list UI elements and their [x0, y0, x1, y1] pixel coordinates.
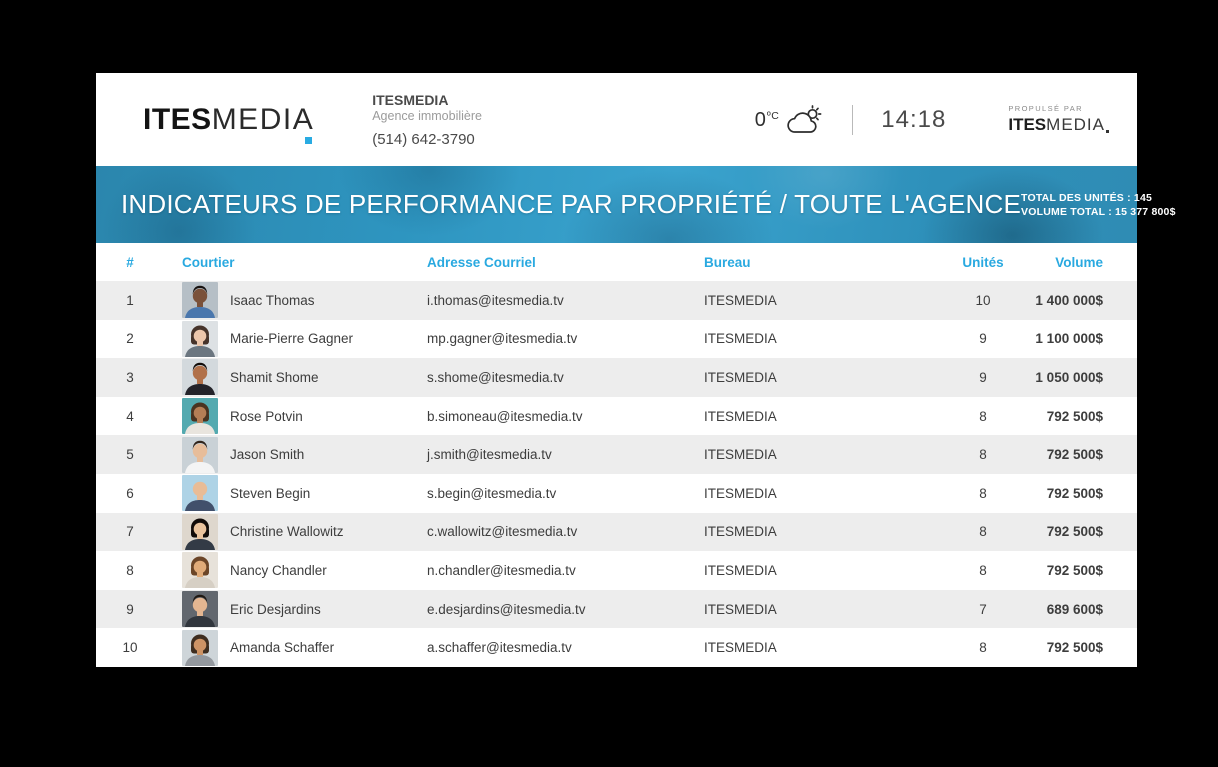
agent-units: 8	[979, 485, 987, 501]
rank-cell: 3	[126, 369, 134, 385]
table-row	[96, 358, 1137, 397]
agent-photo	[164, 321, 230, 357]
powered-logo-dot	[1106, 130, 1109, 133]
agent-volume: 689 600$	[1046, 601, 1103, 617]
rank-cell: 8	[126, 562, 134, 578]
header-divider	[852, 105, 853, 135]
agent-name: Isaac Thomas	[230, 292, 315, 308]
logo-text-light: MEDIA	[211, 102, 315, 136]
agent-email: j.smith@itesmedia.tv	[427, 447, 552, 463]
dashboard-card	[96, 73, 1176, 667]
agent-email: b.simoneau@itesmedia.tv	[427, 408, 583, 424]
agent-photo	[164, 398, 230, 434]
table-body	[96, 281, 1137, 667]
rank-cell: 10	[122, 640, 138, 656]
table-row	[96, 513, 1137, 552]
agent-office: ITESMEDIA	[704, 292, 777, 308]
rank-cell: 5	[126, 447, 134, 463]
temperature-unit: ºC	[766, 109, 780, 122]
agent-volume: 1 400 000$	[1035, 292, 1103, 308]
rank-cell: 7	[126, 524, 134, 540]
column-header-volume: Volume	[1055, 254, 1103, 270]
logo-square-dot	[305, 137, 312, 144]
rank-cell: 4	[126, 408, 134, 424]
title-banner	[96, 166, 1176, 243]
agent-office: ITESMEDIA	[704, 601, 777, 617]
table-row	[96, 628, 1137, 667]
agent-email: n.chandler@itesmedia.tv	[427, 562, 576, 578]
agent-photo	[164, 282, 230, 318]
agent-volume: 792 500$	[1046, 447, 1103, 463]
powered-logo-light: MEDIA	[1046, 115, 1105, 134]
agent-office: ITESMEDIA	[704, 447, 777, 463]
table-row	[96, 397, 1137, 436]
agent-email: mp.gagner@itesmedia.tv	[427, 331, 578, 347]
agent-photo	[164, 591, 230, 627]
page-title: INDICATEURS DE PERFORMANCE PAR PROPRIÉTÉ / TOUTE L'AGENCE	[121, 189, 1022, 219]
table-row	[96, 590, 1137, 629]
agent-units: 8	[979, 447, 987, 463]
agent-name: Nancy Chandler	[230, 562, 327, 578]
agent-name: Christine Wallowitz	[230, 524, 344, 540]
column-header-unites: Unités	[962, 254, 1004, 270]
agent-volume: 792 500$	[1046, 485, 1103, 501]
rank-cell: 1	[126, 292, 134, 308]
clock: 14:18	[881, 105, 947, 133]
company-info	[372, 92, 482, 148]
table-row	[96, 435, 1137, 474]
agent-email: i.thomas@itesmedia.tv	[427, 292, 564, 308]
rank-cell: 2	[126, 331, 134, 347]
column-header-bureau: Bureau	[704, 254, 751, 270]
cloud-sun-icon	[786, 105, 824, 134]
agent-photo	[164, 514, 230, 550]
agent-name: Eric Desjardins	[230, 601, 321, 617]
agent-office: ITESMEDIA	[704, 369, 777, 385]
performance-table	[96, 243, 1137, 667]
agent-photo	[164, 359, 230, 395]
rank-cell: 9	[126, 601, 134, 617]
agent-office: ITESMEDIA	[704, 485, 777, 501]
table-row	[96, 474, 1137, 513]
agent-units: 9	[979, 331, 987, 347]
logo-text-bold: ITES	[143, 102, 212, 136]
top-header	[96, 73, 1137, 166]
agent-units: 8	[979, 562, 987, 578]
agent-email: a.schaffer@itesmedia.tv	[427, 640, 572, 656]
agent-units: 8	[979, 640, 987, 656]
weather-widget	[755, 105, 825, 134]
agent-email: e.desjardins@itesmedia.tv	[427, 601, 586, 617]
total-units: TOTAL DES UNITÉS : 145	[1021, 191, 1153, 204]
agent-office: ITESMEDIA	[704, 331, 777, 347]
banner-totals	[1021, 191, 1176, 219]
agent-volume: 792 500$	[1046, 524, 1103, 540]
company-subtitle: Agence immobilière	[372, 108, 482, 123]
agent-email: s.begin@itesmedia.tv	[427, 485, 557, 501]
agent-photo	[164, 630, 230, 666]
rank-cell: 6	[126, 485, 134, 501]
agent-name: Steven Begin	[230, 485, 311, 501]
table-header-row	[96, 243, 1137, 281]
total-volume: VOLUME TOTAL : 15 377 800$	[1021, 205, 1176, 218]
powered-by-block	[1008, 104, 1105, 135]
agent-office: ITESMEDIA	[704, 408, 777, 424]
company-phone: (514) 642-3790	[372, 130, 475, 148]
agent-name: Rose Potvin	[230, 408, 303, 424]
agent-units: 9	[979, 369, 987, 385]
temperature: $0^{ºC}$	[754, 108, 780, 131]
agent-volume: 792 500$	[1046, 562, 1103, 578]
agent-volume: 792 500$	[1046, 640, 1103, 656]
powered-logo-bold: ITES	[1008, 115, 1047, 134]
agent-email: s.shome@itesmedia.tv	[427, 369, 564, 385]
agent-volume: 792 500$	[1046, 408, 1103, 424]
agent-volume: 1 050 000$	[1035, 369, 1103, 385]
agent-units: 8	[979, 524, 987, 540]
column-header-rank: #	[126, 254, 134, 270]
agent-name: Amanda Schaffer	[230, 640, 335, 656]
column-header-email: Adresse Courriel	[427, 254, 536, 270]
itesmedia-logo	[143, 102, 315, 136]
column-header-courtier: Courtier	[182, 254, 235, 270]
agent-units: 8	[979, 408, 987, 424]
agent-photo	[164, 437, 230, 473]
company-name: ITESMEDIA	[372, 91, 449, 108]
agent-photo	[164, 552, 230, 588]
agent-photo	[164, 475, 230, 511]
agent-email: c.wallowitz@itesmedia.tv	[427, 524, 578, 540]
agent-volume: 1 100 000$	[1035, 331, 1103, 347]
powered-by-label: PROPULSÉ PAR	[1008, 104, 1083, 113]
agent-office: ITESMEDIA	[704, 524, 777, 540]
agent-name: Jason Smith	[230, 447, 305, 463]
agent-name: Shamit Shome	[230, 369, 319, 385]
agent-office: ITESMEDIA	[704, 562, 777, 578]
table-row	[96, 551, 1137, 590]
agent-units: 7	[979, 601, 987, 617]
agent-units: 10	[975, 292, 991, 308]
table-row	[96, 281, 1137, 320]
agent-name: Marie-Pierre Gagner	[230, 331, 354, 347]
powered-by-logo	[1008, 116, 1105, 133]
agent-office: ITESMEDIA	[704, 640, 777, 656]
table-row	[96, 320, 1137, 359]
